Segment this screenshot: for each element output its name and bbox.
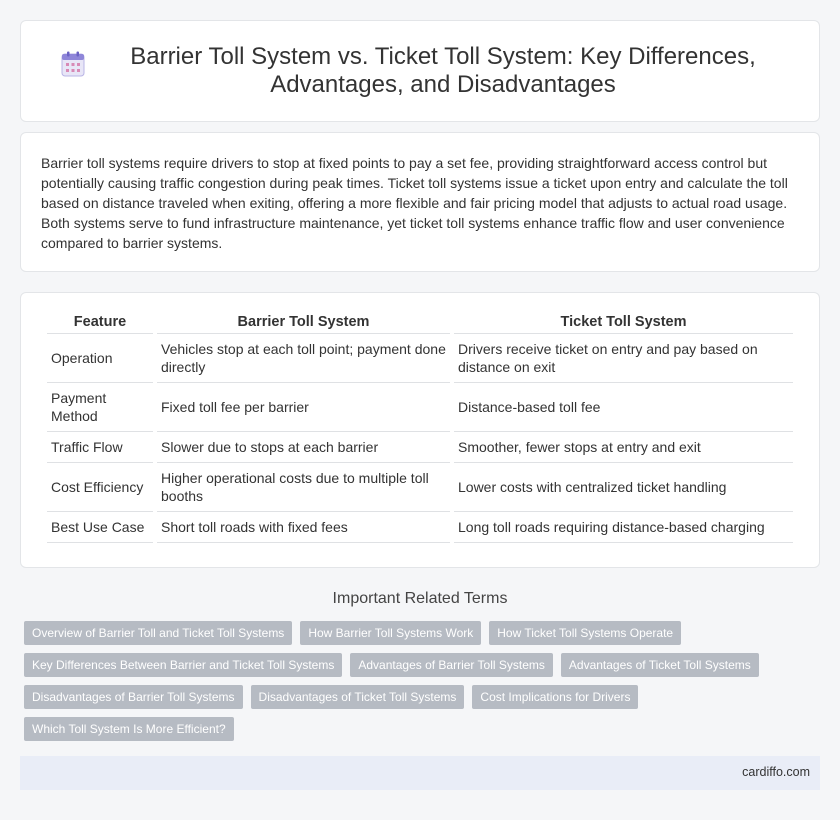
row-barrier: Short toll roads with fixed fees: [157, 512, 450, 543]
row-barrier: Slower due to stops at each barrier: [157, 432, 450, 463]
row-barrier: Fixed toll fee per barrier: [157, 383, 450, 432]
related-tag[interactable]: How Barrier Toll Systems Work: [300, 621, 481, 645]
comparison-card: [20, 292, 820, 568]
row-ticket: Long toll roads requiring distance-based charging: [454, 512, 793, 543]
row-ticket: Distance-based toll fee: [454, 383, 793, 432]
row-barrier: Higher operational costs due to multiple toll booths: [157, 463, 450, 512]
row-feature: Operation: [47, 334, 153, 383]
related-terms-title: Important Related Terms: [332, 590, 508, 607]
related-tag[interactable]: Advantages of Barrier Toll Systems: [350, 653, 553, 677]
related-tag[interactable]: How Ticket Toll Systems Operate: [489, 621, 681, 645]
related-tag[interactable]: Which Toll System Is More Efficient?: [24, 717, 234, 741]
row-barrier: Vehicles stop at each toll point; payment done directly: [157, 334, 450, 383]
row-ticket: Lower costs with centralized ticket handling: [454, 463, 793, 512]
row-ticket: Drivers receive ticket on entry and pay based on distance on exit: [454, 334, 793, 383]
row-feature: Best Use Case: [47, 512, 153, 543]
table-row: [47, 463, 793, 512]
row-feature: Cost Efficiency: [47, 463, 153, 512]
page-title: Barrier Toll System vs. Ticket Toll System: Key Differences, Advantages, and Disadvantages: [130, 43, 756, 98]
row-feature: Traffic Flow: [47, 432, 153, 463]
column-header-ticket: Ticket Toll System: [454, 311, 793, 334]
related-tag[interactable]: Cost Implications for Drivers: [472, 685, 638, 709]
table-row: [47, 383, 793, 432]
footer: [20, 756, 820, 790]
comparison-table: [43, 311, 797, 543]
table-header-row: [47, 311, 793, 334]
related-tag[interactable]: Disadvantages of Barrier Toll Systems: [24, 685, 243, 709]
intro-card: [20, 132, 820, 272]
row-ticket: Smoother, fewer stops at entry and exit: [454, 432, 793, 463]
footer-site-link[interactable]: cardiffo.com: [742, 765, 810, 779]
header-card: [20, 20, 820, 122]
calendar-icon: [61, 51, 85, 77]
related-terms-tags: [24, 621, 804, 749]
intro-paragraph: Barrier toll systems require drivers to stop at fixed points to pay a set fee, providing straightforward access control but potentially causing traffic congestion during peak times. Ticket toll systems issue a ticket upon entry and calculate the toll based on distance traveled when exiting, offering a more flexible and fair pricing model that adjusts to actual road usage. Both systems serve to fund infrastructure maintenance, yet ticket toll systems enhance traffic flow and user convenience compared to barrier systems.: [41, 155, 788, 251]
table-row: [47, 432, 793, 463]
table-row: [47, 334, 793, 383]
related-tag[interactable]: Overview of Barrier Toll and Ticket Toll Systems: [24, 621, 292, 645]
title-wrap: [21, 43, 819, 99]
related-tag[interactable]: Disadvantages of Ticket Toll Systems: [251, 685, 465, 709]
column-header-feature: Feature: [47, 311, 153, 334]
row-feature: Payment Method: [47, 383, 153, 432]
related-tag[interactable]: Advantages of Ticket Toll Systems: [561, 653, 759, 677]
column-header-barrier: Barrier Toll System: [157, 311, 450, 334]
related-tag[interactable]: Key Differences Between Barrier and Ticket Toll Systems: [24, 653, 342, 677]
table-row: [47, 512, 793, 543]
